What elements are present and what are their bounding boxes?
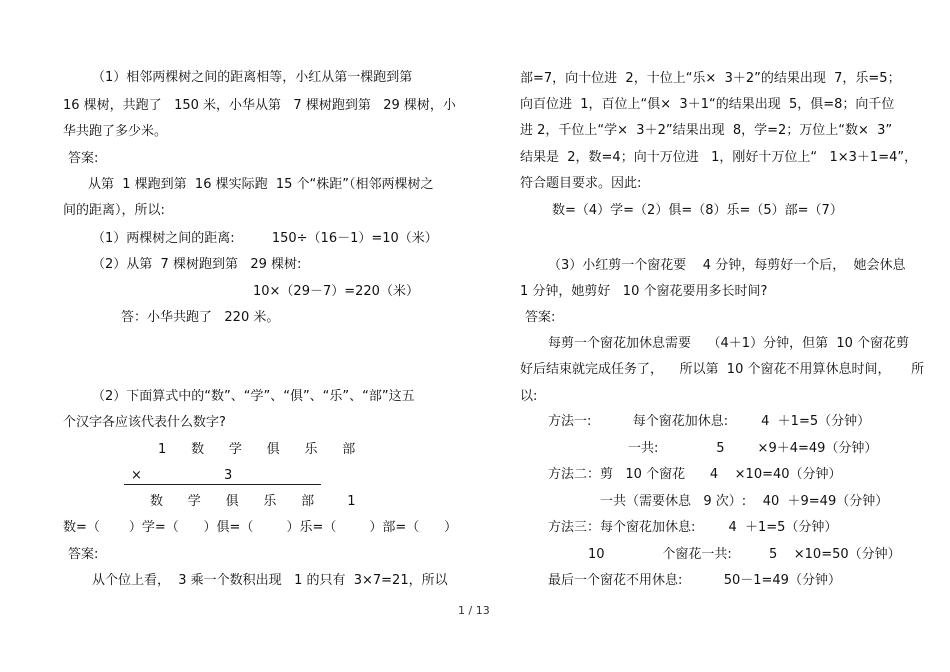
q3-method-3-step-3: 最后一个窗花不用休息: 50－1=49（分钟） [548,573,841,588]
q3-method-1-step-2: 一共: 5 ×9＋4=49（分钟） [628,441,878,456]
q1-step-1: （1）两棵树之间的距离: 150÷（16－1）=10（米） [92,231,438,246]
q2-line-2: 个汉字各应该代表什么数字? [63,415,226,430]
q1-step-2: （2）从第 7 棵树跑到第 29 棵树: [92,257,302,272]
q2-product-line [124,484,321,485]
q3-explanation-1: 每剪一个窗花加休息需要 （4＋1）分钟，但第 10 个窗花剪 [548,336,910,351]
q1-step-2-calc: 10×（29－7）=220（米） [253,284,419,299]
page-number: 1 / 13 [458,604,490,617]
q2-answer-label: 答案: [68,547,99,562]
q2-result: 数=（4）学=（2）俱=（8）乐=（5）部=（7） [552,203,843,218]
q2-cont-line-2: 向百位进 1，百位上“俱× 3＋1“的结果出现 5，俱=8；向千位 [520,97,895,112]
q3-method-2-step-1: 方法二：剪 10 个窗花 4 ×10=40（分钟） [548,467,842,482]
q2-cont-line-5: 符合题目要求。因此: [520,176,642,191]
q2-multiplicand-row: 1 数 学 俱 乐 部 [158,442,356,457]
q3-line-2: 1 分钟，她剪好 10 个窗花要用多长时间? [520,284,768,299]
q1-line-2: 16 棵树，共跑了 150 米，小华从第 7 棵树跑到第 29 棵树，小 [63,98,456,113]
q3-line-1: （3）小红剪一个窗花要 4 分钟，每剪好一个后， 她会休息 [548,258,906,273]
q1-explanation-1: 从第 1 棵跑到第 16 棵实际跑 15 个“株距”（相邻两棵树之 [88,177,434,192]
q3-explanation-3: 以: [520,389,538,404]
q1-line-1: （1）相邻两棵树之间的距离相等，小红从第一棵跑到第 [92,70,413,85]
q2-cont-line-1: 部=7，向十位进 2，十位上“乐× 3＋2”的结果出现 7，乐=5； [520,71,901,86]
q3-method-3-step-2: 10 个窗花一共: 5 ×10=50（分钟） [588,547,901,562]
q2-line-1: （2）下面算式中的“数”、“学”、“俱”、“乐”、“部”这五 [92,389,415,404]
q2-multiplier: 3 [224,468,233,483]
q2-cont-line-4: 结果是 2，数=4；向十万位进 1，刚好十万位上“ 1×3＋1=4”， [520,150,918,165]
q2-cont-line-3: 进 2，千位上“学× 3＋2”结果出现 8，学=2；万位上“数× 3” [520,123,893,138]
q3-method-2-step-2: 一共（需要休息 9 次）: 40 ＋9=49（分钟） [600,494,889,509]
q2-explanation-1: 从个位上看， 3 乘一个数积出现 1 的只有 3×7=21，所以 [92,573,448,588]
q2-product-row: 数 学 俱 乐 部 1 [150,494,356,509]
q1-conclusion: 答：小华共跑了 220 米。 [121,310,280,325]
q2-answer-blanks: 数=（ ）学=（ ）俱=（ ）乐=（ ）部=（ ） [63,520,458,535]
q1-line-3: 华共跑了多少米。 [63,124,168,139]
q3-answer-label: 答案: [525,310,556,325]
q3-method-3-step-1: 方法三：每个窗花加休息: 4 ＋1=5（分钟） [548,520,838,535]
q2-multiply-sign: × [131,468,142,483]
q1-answer-label: 答案: [68,151,99,166]
q1-explanation-2: 间的距离），所以: [63,203,165,218]
q3-method-1-step-1: 方法一: 每个窗花加休息: 4 ＋1=5（分钟） [548,414,871,429]
q3-explanation-2: 好后结束就完成任务了， 所以第 10 个窗花不用算休息时间， 所 [520,362,925,377]
